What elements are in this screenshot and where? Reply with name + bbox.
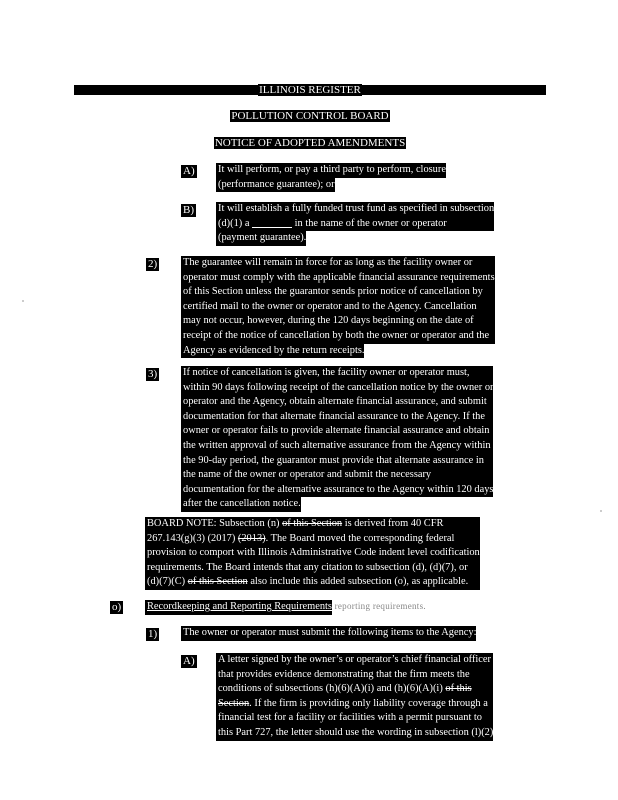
- item-2-label: 2): [148, 258, 158, 270]
- redacted-mark: [252, 219, 292, 228]
- item-a-text: It will perform, or pay a third party to perform, closure (performance guarantee); or: [216, 163, 446, 192]
- item-o1-label: 1): [148, 628, 158, 640]
- item-o-heading: Recordkeeping and Reporting Requirements reporting requirements.: [145, 599, 426, 615]
- item-o1-text: The owner or operator must submit the following items to the Agency:: [181, 626, 476, 641]
- board-note: BOARD NOTE: Subsection (n) of this Section is derived from 40 CFR 267.143(g)(3) (2017) (2013). The Board moved the corresponding federal provision to comport with Illinois Administrative Code indent level codification requirements. The Board intends that any citation to subsection (d), (d)(7), or (d)(7)(C) of this Section also include this added subsection (o), as applicable.: [145, 517, 480, 590]
- scan-speck: [600, 510, 602, 512]
- item-b-text: It will establish a fully funded trust fund as specified in subsection (d)(1) a in the name of the owner or operator (payment guarantee).: [216, 202, 494, 246]
- item-3-text: If notice of cancellation is given, the facility owner or operator must, within 90 days following receipt of the cancellation notice by the owner or operator and the Agency, obtain alternate financial assurance, and submit documentation for that alternate financial assurance to the Agency. If the owner or operator fails to provide alternate financial assurance and obtain the written approval of such alternative assurance from the Agency within the 90-day period, the guarantor must provide that alternate assurance in the name of the owner or operator and submit the necessary documentation for the alternative assurance to the Agency within 120 days after the cancellation notice.: [181, 366, 493, 512]
- item-b-label: B): [183, 204, 194, 216]
- board-title: POLLUTION CONTROL BOARD: [231, 110, 389, 122]
- notice-title: NOTICE OF ADOPTED AMENDMENTS: [214, 137, 406, 149]
- item-2-text: The guarantee will remain in force for as long as the facility owner or operator must comply with the applicable financial assurance requirements of this Section unless the guarantor sends prior notice of cancellation by certified mail to the owner or operator and to the Agency. Cancellation may not occur, however, during the 120 days beginning on the date of receipt of the notice of cancellation by both the owner or operator and the Agency as evidenced by the return receipts.: [181, 256, 495, 358]
- item-oa-text: A letter signed by the owner’s or operator’s chief financial officer that provides evidence demonstrating that the firm meets the conditions of subsections (h)(6)(A)(i) and (h)(6)(A)(i) of this Section. If the firm is providing only liability coverage through a financial test for a facility or facilities with a permit pursuant to this Part 727, the letter should use the wording in subsection (l)(2): [216, 653, 493, 741]
- scan-speck: [22, 300, 24, 302]
- item-oa-label: A): [183, 655, 195, 667]
- item-o-label: o): [112, 601, 122, 613]
- item-3-label: 3): [148, 368, 158, 380]
- register-title: ILLINOIS REGISTER: [259, 84, 361, 96]
- item-a-label: A): [183, 165, 195, 177]
